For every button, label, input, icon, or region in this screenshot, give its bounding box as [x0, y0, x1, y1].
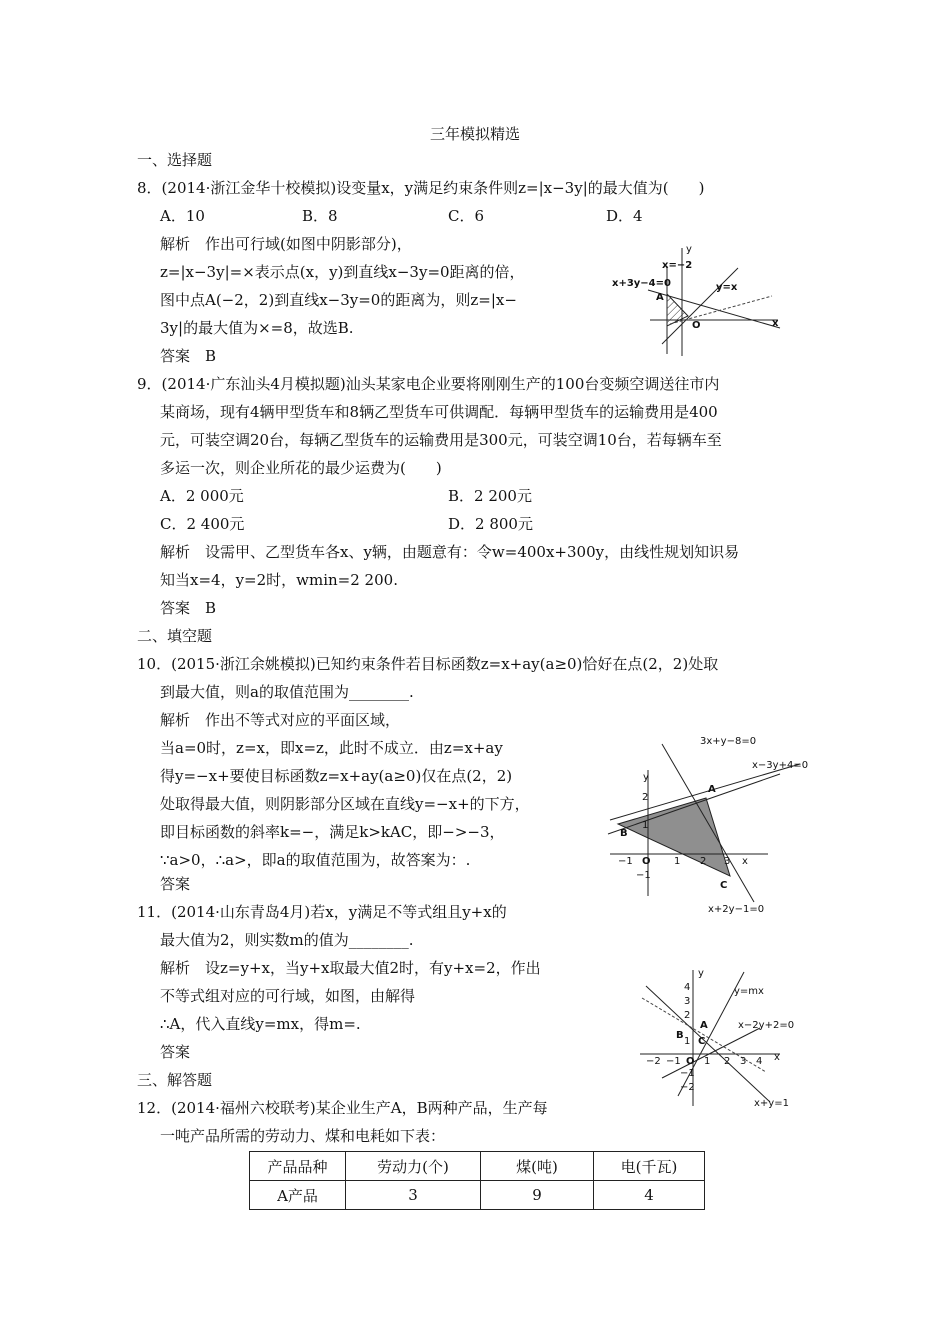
fig-label: y=mx	[734, 986, 764, 997]
question-stem: 10．(2015·浙江余姚模拟)已知约束条件若目标函数z=x+ay(a≥0)恰好在点(2，2)处取	[137, 655, 719, 673]
answer-text: 答案	[160, 1043, 191, 1061]
question-stem: 8．(2014·浙江金华十校模拟)设变量x，y满足约束条件则z=|x−3y|的最大值为( )	[137, 179, 705, 197]
fig-label: −2	[680, 1082, 695, 1093]
analysis-text: 当a=0时，z=x，即x=z，此时不成立．由z=x+ay	[160, 739, 503, 757]
table-header-cell: 劳动力(个)	[346, 1152, 481, 1181]
option-b: B．2 200元	[448, 487, 532, 505]
option-d: D．2 800元	[448, 515, 533, 533]
section-heading: 一、选择题	[137, 151, 213, 169]
table-header-row	[250, 1152, 705, 1181]
fig-label: 1	[684, 1036, 691, 1047]
fig-label: x=−2	[662, 260, 693, 271]
table-cell: 9	[481, 1181, 594, 1210]
fig-label: O	[686, 1056, 695, 1067]
fig-label: y=x	[716, 282, 738, 293]
fig-label: y	[643, 772, 649, 783]
table-row	[250, 1181, 705, 1210]
question-stem: 多运一次，则企业所花的最少运费为( )	[160, 459, 442, 477]
table-cell: 4	[594, 1181, 705, 1210]
fig-label: B	[676, 1030, 684, 1041]
fig-label: B	[620, 828, 628, 839]
page-title: 三年模拟精选	[429, 125, 520, 143]
fig-label: C	[698, 1036, 706, 1047]
option-c: C．2 400元	[160, 515, 245, 533]
analysis-text: 解析 设需甲、乙型货车各x、y辆，由题意有：令w=400x+300y，由线性规划知识易	[160, 543, 740, 561]
question-stem: 12．(2014·福州六校联考)某企业生产A，B两种产品，生产每	[137, 1099, 548, 1117]
analysis-text: 知当x=4，y=2时，wmin=2 200.	[160, 571, 398, 589]
question-stem: 9．(2014·广东汕头4月模拟题)汕头某家电企业要将刚刚生产的100台变频空调送往市内	[137, 375, 720, 393]
fig-label: 3	[684, 996, 691, 1007]
fig-label: y	[686, 244, 692, 255]
question-stem: 11．(2014·山东青岛4月)若x，y满足不等式组且y+x的	[137, 903, 507, 921]
analysis-text: 得y=−x+要使目标函数z=x+ay(a≥0)仅在点(2，2)	[160, 767, 513, 785]
fig-label: 3x+y−8=0	[700, 736, 757, 747]
table-header-cell: 电(千瓦)	[594, 1152, 705, 1181]
analysis-text: ∴A，代入直线y=mx，得m=.	[160, 1015, 361, 1033]
fig-label: x−2y+2=0	[738, 1020, 795, 1031]
fig-label: x+3y−4=0	[612, 278, 671, 289]
question-stem: 某商场，现有4辆甲型货车和8辆乙型货车可供调配．每辆甲型货车的运输费用是400	[160, 403, 718, 421]
fig-label: 1	[704, 1056, 711, 1067]
fig-label: x	[774, 1052, 780, 1063]
fig-label: 2	[700, 856, 707, 867]
fig-label: x−3y+4=0	[752, 760, 809, 771]
question-stem: 元，可装空调20台，每辆乙型货车的运输费用是300元，可装空调10台，若每辆车至	[160, 431, 722, 449]
analysis-text: 即目标函数的斜率k=−，满足k>kAC，即−>−3，	[160, 823, 505, 841]
analysis-text: 处取得最大值，则阴影部分区域在直线y=−x+的下方，	[160, 795, 530, 813]
option-d: D．4	[606, 207, 643, 225]
analysis-text: 图中点A(−2，2)到直线x−3y=0的距离为，则z=|x−	[160, 291, 517, 309]
consumption-table	[249, 1151, 705, 1210]
fig-label: −1	[618, 856, 633, 867]
analysis-text: 解析 作出可行域(如图中阴影部分)，	[160, 235, 412, 253]
answer-text: 答案	[160, 875, 191, 893]
table-cell: A产品	[250, 1181, 346, 1210]
option-b: B．8	[302, 207, 338, 225]
fig-label: −2	[646, 1056, 661, 1067]
fig-label: 3	[724, 856, 731, 867]
fig-label: −1	[680, 1068, 695, 1079]
fig-label: 1	[642, 820, 649, 831]
feasible-region-figure-q11	[640, 966, 800, 1112]
question-stem: 到最大值，则a的取值范围为________.	[160, 683, 414, 701]
question-stem: 一吨产品所需的劳动力、煤和电耗如下表：	[160, 1127, 446, 1145]
question-stem: 最大值为2，则实数m的值为________.	[160, 931, 414, 949]
answer-text: 答案 B	[160, 599, 217, 617]
fig-label: 2	[724, 1056, 731, 1067]
analysis-text: 解析 设z=y+x，当y+x取最大值2时，有y+x=2，作出	[160, 959, 541, 977]
fig-label: A	[656, 292, 664, 303]
fig-label: y	[698, 968, 704, 979]
fig-label: 4	[756, 1056, 763, 1067]
fig-label: −1	[666, 1056, 681, 1067]
analysis-text: 3y|的最大值为×=8，故选B.	[160, 319, 354, 337]
fig-label: A	[700, 1020, 708, 1031]
fig-label: x	[742, 856, 748, 867]
fig-label: 1	[674, 856, 681, 867]
section-heading: 二、填空题	[137, 627, 213, 645]
fig-label: x	[772, 318, 779, 329]
analysis-text: 不等式组对应的可行域，如图，由解得	[160, 987, 416, 1005]
option-c: C．6	[448, 207, 485, 225]
fig-label: 4	[684, 982, 691, 993]
table-header-cell: 煤(吨)	[481, 1152, 594, 1181]
fig-label: 2	[642, 792, 649, 803]
option-a: A．10	[160, 207, 205, 225]
answer-text: 答案 B	[160, 347, 217, 365]
table-header-cell: 产品品种	[250, 1152, 346, 1181]
fig-label: C	[720, 880, 728, 891]
fig-label: O	[692, 320, 701, 331]
fig-label: O	[642, 856, 651, 867]
fig-label: x+y=1	[754, 1098, 789, 1109]
analysis-text: ∵a>0，∴a>，即a的取值范围为，故答案为：.	[160, 851, 471, 869]
fig-label: 3	[740, 1056, 747, 1067]
section-heading: 三、解答题	[137, 1071, 213, 1089]
fig-label: A	[708, 784, 716, 795]
fig-label: x+2y−1=0	[708, 904, 765, 915]
option-a: A．2 000元	[160, 487, 244, 505]
table-cell: 3	[346, 1181, 481, 1210]
analysis-text: 解析 作出不等式对应的平面区域，	[160, 711, 401, 729]
fig-label: 2	[684, 1010, 691, 1021]
feasible-region-figure-q8	[610, 238, 788, 358]
feasible-region-figure-q10	[604, 730, 818, 920]
analysis-text: z=|x−3y|=×表示点(x，y)到直线x−3y=0距离的倍，	[160, 263, 525, 281]
fig-label: −1	[636, 870, 651, 881]
